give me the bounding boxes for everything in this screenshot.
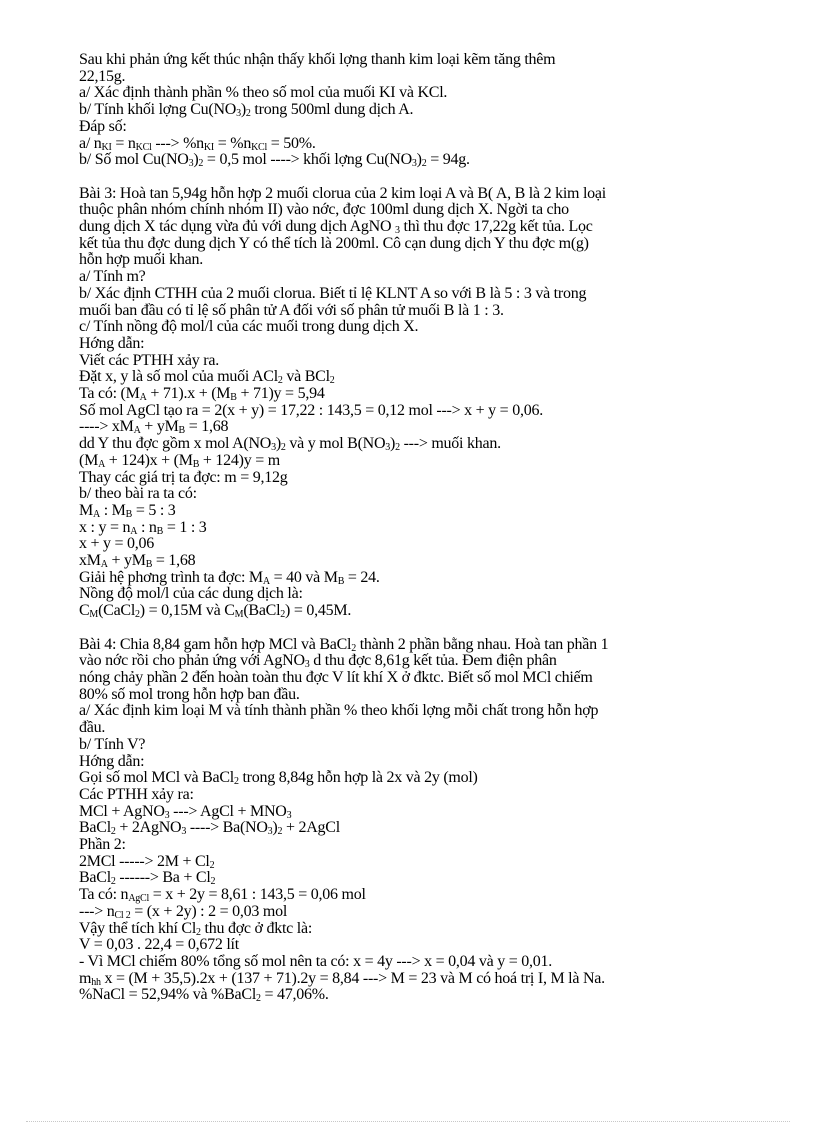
text-line: a/ Tính m? [79, 268, 146, 286]
text-line: thuộc phân nhóm chính nhóm II) vào nớc, đợc 100ml dung dịch X. Ngời ta cho [79, 201, 569, 219]
text-line: b/ Số mol $Cu(NO_3)_2 = 0,5$ mol ----> khối lợng $Cu(NO_3)_2 = 94g$. [79, 151, 470, 170]
text-line: 22,15g. [79, 67, 126, 85]
text-line: c/ Tính nồng độ mol/l của các muối trong dung dịch X. [79, 318, 419, 336]
text-line: Giải hệ phơng trình ta đợc: $M_A = 40$ và $M_B = 24$. [79, 568, 380, 587]
text-line: V = 0,03 . 22,4 = 0,672 lít [79, 936, 239, 954]
document-page [79, 52, 739, 1004]
text-line: $C_M(CaCl_2) = 0,15M$ và $C_M(BaCl_2) = 0,45M$. [79, 602, 352, 621]
text-line: Hớng dẫn: [79, 752, 145, 770]
text-line: x : $y = n_A$ : $n_B = 1$ : 3 [79, 518, 207, 537]
text-line: Các PTHH xảy ra: [79, 785, 194, 803]
text-line: BaCl$_2$ + 2AgNO$_3$ ----> $Ba(NO_3)_2$ + 2AgCl [79, 819, 340, 838]
text-line: Viết các PTHH xảy ra. [79, 351, 219, 369]
text-line: %NaCl = 52,94% và %BaCl$_2$ = 47,06%. [79, 986, 329, 1005]
page-bottom-divider [26, 1121, 790, 1122]
text-line: a/ Xác định kim loại M và tính thành phần % theo khối lợng mỗi chất trong hỗn hợp [79, 702, 599, 720]
text-line: 2MCl -----> $2M + Cl_2$ [79, 852, 215, 871]
text-line: Hớng dẫn: [79, 334, 145, 352]
text-line: Nồng độ mol/l của các dung dịch là: [79, 585, 303, 603]
blank-line [79, 169, 739, 186]
text-line: Ta có: $n_{AgCl} = x + 2y = 8,61$ : 143,5 = 0,06 mol [79, 886, 366, 905]
text-line: kết tủa thu đợc dung dịch Y có thể tích là 200ml. Cô cạn dung dịch Y thu đợc m(g) [79, 234, 589, 252]
blank-line [79, 620, 739, 637]
text-line: a/ $n_{KI} = n_{KCl}$ ---> $\%n_{KI} = \%n_{KCl} = 50\%$. [79, 134, 316, 153]
text-line: Đáp số: [79, 117, 127, 135]
text-line: - Vì MCl chiếm 80% tổng số mol nên ta có: x = 4y ---> x = 0,04 và y = 0,01. [79, 952, 552, 970]
text-line: b/ Tính V? [79, 735, 146, 753]
text-line: Thay các giá trị ta đợc: m = 9,12g [79, 468, 288, 486]
text-line: vào nớc rồi cho phản ứng với AgNO$_3$ d thu đợc 8,61g kết tủa. Đem điện phân [79, 652, 557, 671]
text-line: dd Y thu đợc gồm x mol $A(NO_3)_2$ và y mol $B(NO_3)_2$ ---> muối khan. [79, 435, 501, 454]
text-line: x + y = 0,06 [79, 535, 155, 553]
text-line: muối ban đầu có tỉ lệ số phân tử A đối với số phân tử muối B là 1 : 3. [79, 301, 504, 319]
text-line: Phần 2: [79, 836, 126, 854]
text-line: Sau khi phản ứng kết thúc nhận thấy khối lợng thanh kim loại kẽm tăng thêm [79, 51, 556, 68]
text-line: Gọi số mol MCl và BaCl$_2$ trong 8,84g hỗn hợp là 2x và 2y (mol) [79, 769, 478, 788]
text-line: a/ Xác định thành phần % theo số mol của muối KI và KCl. [79, 84, 448, 102]
text-line: $xM_A + yM_B = 1,68$ [79, 552, 196, 571]
text-line: hỗn hợp muối khan. [79, 251, 203, 269]
text-line: nóng chảy phần 2 đến hoàn toàn thu đợc V lít khí X ở đktc. Biết số mol MCl chiếm [79, 668, 593, 686]
text-line: b/ Xác định CTHH của 2 muối clorua. Biết tỉ lệ KLNT A so với B là 5 : 3 và trong [79, 284, 587, 302]
text-line: $m_{hh}$ x = (M + 35,5).2x + (137 + 71).2y = 8,84 ---> M = 23 và M có hoá trị I, M là Na. [79, 969, 605, 988]
text-line: b/ Tính khối lợng $Cu(NO_3)_2$ trong 500ml dung dịch A. [79, 101, 414, 120]
text-line: dung dịch X tác dụng vừa đủ với dung dịch AgNO $_3$ thì thu đợc 17,22g kết tủa. Lọc [79, 218, 593, 237]
text-line: Bài 3: Hoà tan 5,94g hỗn hợp 2 muối clorua của 2 kim loại A và B( A, B là 2 kim loại [79, 184, 606, 202]
text-line: MCl + AgNO$_3$ ---> AgCl + $MNO_3$ [79, 802, 292, 821]
text-line: Bài 4: Chia 8,84 gam hỗn hợp MCl và BaCl$_2$ thành 2 phần bằng nhau. Hoà tan phần 1 [79, 635, 609, 654]
text-line: đầu. [79, 719, 106, 737]
text-line: Đặt x, y là số mol của muối ACl$_2$ và BCl$_2$ [79, 368, 335, 387]
text-line: ---> $n_{Cl 2} = (x + 2y)$ : 2 = 0,03 mol [79, 902, 288, 921]
text-line: b/ theo bài ra ta có: [79, 485, 197, 503]
text-line: ----> $xM_A + yM_B = 1,68$ [79, 418, 229, 437]
text-line: 80% số mol trong hỗn hợp ban đầu. [79, 685, 300, 703]
text-line: Vậy thể tích khí $Cl_2$ thu đợc ở đktc là: [79, 919, 313, 938]
text-line: $(M_A + 124)x + (M_B + 124)y = m$ [79, 451, 280, 470]
text-line: Ta có: $(M_A + 71).x + (M_B + 71)y = 5,94$ [79, 385, 325, 404]
text-line: $M_A$ : $M_B = 5$ : 3 [79, 501, 176, 520]
text-line: BaCl$_2$ ------> $Ba + Cl_2$ [79, 869, 216, 888]
text-line: Số mol AgCl tạo ra = 2(x + y) = 17,22 : 143,5 = 0,12 mol ---> x + y = 0,06. [79, 401, 543, 419]
